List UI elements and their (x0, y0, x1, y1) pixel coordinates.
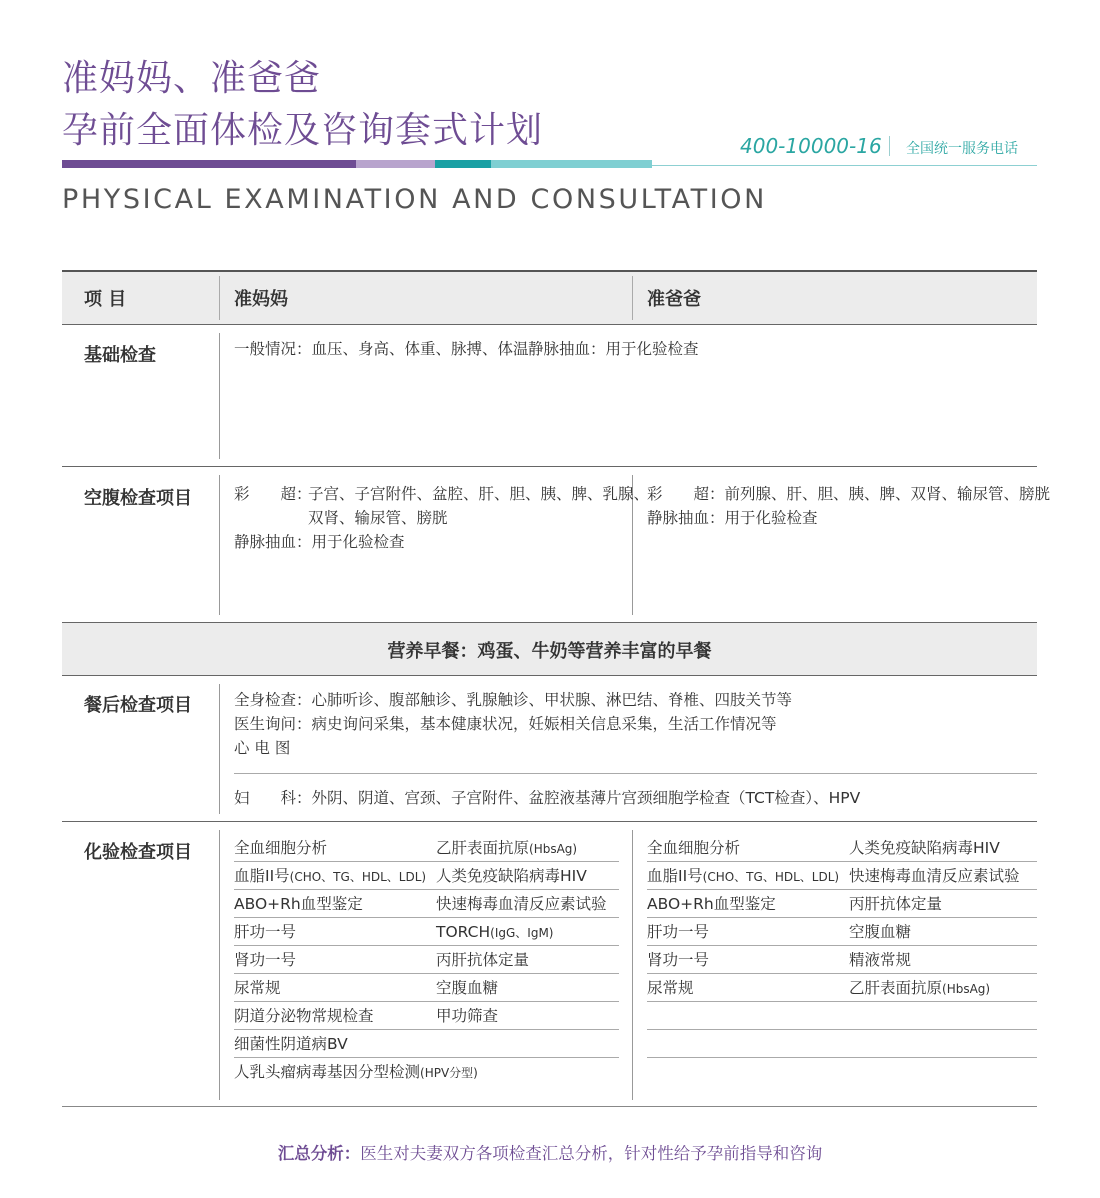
post-meal-ecg: 心 电 图 (234, 739, 291, 757)
fasting-mom-ultrasound-text-2: 双肾、输尿管、膀胱 (308, 509, 448, 527)
lab-dad-row-3-col-2: 丙肝抗体定量 (849, 895, 943, 913)
fasting-dad-blood-draw: 静脉抽血：用于化验检查 (647, 509, 818, 527)
lab-mom-row-2-col-1: 血脂II号(CHO、TG、HDL、LDL) (234, 867, 427, 885)
lab-dad-row-4-col-1: 肝功一号 (647, 923, 710, 941)
lab-dad-row-4-col-2: 空腹血糖 (849, 923, 912, 941)
lab-mom-row-7-col-2: 甲功筛查 (436, 1007, 499, 1025)
fasting-exam-label: 空腹检查项目 (84, 488, 192, 509)
lab-mom-row-4-col-2: TORCH(IgG、IgM) (436, 923, 554, 941)
post-meal-bottom-rule (62, 821, 1037, 822)
lab-dad-row-6-col-2: 乙肝表面抗原(HbsAg) (849, 979, 991, 997)
breakfast-bottom-rule (62, 675, 1037, 676)
lab-dad-row-2-col-2: 快速梅毒血清反应素试验 (849, 867, 1020, 885)
lab-dad-row-1-col-2: 人类免疫缺陷病毒HIV (849, 839, 1000, 857)
summary-label: 汇总分析： (277, 1144, 361, 1163)
color-bar-light-teal (491, 160, 652, 168)
lab-dad-row-rule (647, 1029, 1037, 1030)
fasting-dad-ultrasound: 彩 超：前列腺、肝、胆、胰、脾、双肾、输尿管、膀胱 (647, 485, 1051, 503)
color-bar-lavender (356, 160, 435, 168)
basic-divider (219, 333, 220, 459)
color-bar-teal (435, 160, 491, 168)
title-line-2: 孕前全面体检及咨询套式计划 (62, 110, 544, 151)
phone-number: 400-10000-16 (740, 134, 882, 158)
lab-mom-row-6-col-1: 尿常规 (234, 979, 281, 997)
lab-dad-row-5-col-1: 肾功一号 (647, 951, 710, 969)
lab-mom-row-9-col-1: 人乳头瘤病毒基因分型检测(HPV分型) (234, 1063, 478, 1081)
lab-exam-label: 化验检查项目 (84, 842, 192, 863)
header-item: 项 目 (84, 289, 127, 310)
lab-mom-row-3-col-1: ABO+Rh血型鉴定 (234, 895, 363, 913)
color-bar-purple (62, 160, 356, 168)
lab-mom-row-5-col-1: 肾功一号 (234, 951, 297, 969)
lab-dad-row-1-col-1: 全血细胞分析 (647, 839, 741, 857)
post-meal-exam-label: 餐后检查项目 (84, 695, 192, 716)
lab-mom-row-3-col-2: 快速梅毒血清反应素试验 (436, 895, 607, 913)
lab-mom-row-7-col-1: 阴道分泌物常规检查 (234, 1007, 374, 1025)
fasting-mom-ultrasound-label: 彩 超： (234, 485, 312, 503)
phone-divider (889, 136, 890, 156)
lab-mom-row-5-col-2: 丙肝抗体定量 (436, 951, 530, 969)
lab-mom-row-6-col-2: 空腹血糖 (436, 979, 499, 997)
breakfast-text: 营养早餐：鸡蛋、牛奶等营养丰富的早餐 (387, 641, 712, 662)
fasting-mom-ultrasound-text-1: 子宫、子宫附件、盆腔、肝、胆、胰、脾、乳腺、 (308, 485, 650, 503)
header-dad: 准爸爸 (647, 289, 701, 310)
header-divider-2 (632, 276, 633, 320)
basic-general-info: 一般情况：血压、身高、体重、脉搏、体温 (234, 340, 529, 358)
lab-mom-row-rule (234, 973, 619, 974)
lab-mom-row-8-col-1: 细菌性阴道病BV (234, 1035, 348, 1053)
summary-text: 医生对夫妻双方各项检查汇总分析，针对性给予孕前指导和咨询 (360, 1144, 823, 1163)
hotline-label: 全国统一服务电话 (906, 141, 1018, 157)
post-meal-divider (219, 684, 220, 814)
lab-mom-row-1-col-2: 乙肝表面抗原(HbsAg) (436, 839, 578, 857)
fasting-divider-1 (219, 475, 220, 615)
header-mom: 准妈妈 (234, 289, 288, 310)
color-bar-line (652, 165, 1037, 166)
post-meal-physical: 全身检查：心肺听诊、腹部触诊、乳腺触诊、甲状腺、淋巴结、脊椎、四肢关节等 (234, 691, 793, 709)
lab-dad-row-5-col-2: 精液常规 (849, 951, 912, 969)
basic-blood-draw: 静脉抽血：用于化验检查 (528, 340, 699, 358)
lab-mom-row-4-col-1: 肝功一号 (234, 923, 297, 941)
subtitle: PHYSICAL EXAMINATION AND CONSULTATION (62, 184, 767, 215)
title-line-1: 准妈妈、准爸爸 (62, 58, 322, 99)
summary-footer (0, 1140, 1100, 1164)
post-meal-inner-rule (234, 773, 1037, 774)
lab-dad-row-2-col-1: 血脂II号(CHO、TG、HDL、LDL) (647, 867, 840, 885)
lab-dad-row-3-col-1: ABO+Rh血型鉴定 (647, 895, 776, 913)
lab-dad-row-rule (647, 1001, 1037, 1002)
lab-divider-1 (219, 830, 220, 1100)
post-meal-gynecology: 妇 科：外阴、阴道、宫颈、子宫附件、盆腔液基薄片宫颈细胞学检查（TCT检查）、HPV (234, 789, 861, 807)
lab-dad-row-6-col-1: 尿常规 (647, 979, 694, 997)
table-header-band (62, 272, 1037, 324)
lab-dad-row-rule (647, 1057, 1037, 1058)
lab-mom-row-2-col-2: 人类免疫缺陷病毒HIV (436, 867, 587, 885)
lab-divider-2 (632, 830, 633, 1100)
post-meal-inquiry: 医生询问：病史询问采集，基本健康状况，妊娠相关信息采集，生活工作情况等 (234, 715, 777, 733)
header-bottom-rule (62, 324, 1037, 325)
table-bottom-rule (62, 1106, 1037, 1107)
basic-bottom-rule (62, 466, 1037, 467)
fasting-mom-blood-draw: 静脉抽血：用于化验检查 (234, 533, 405, 551)
lab-mom-row-1-col-1: 全血细胞分析 (234, 839, 328, 857)
basic-exam-label: 基础检查 (84, 345, 156, 366)
header-divider-1 (219, 276, 220, 320)
